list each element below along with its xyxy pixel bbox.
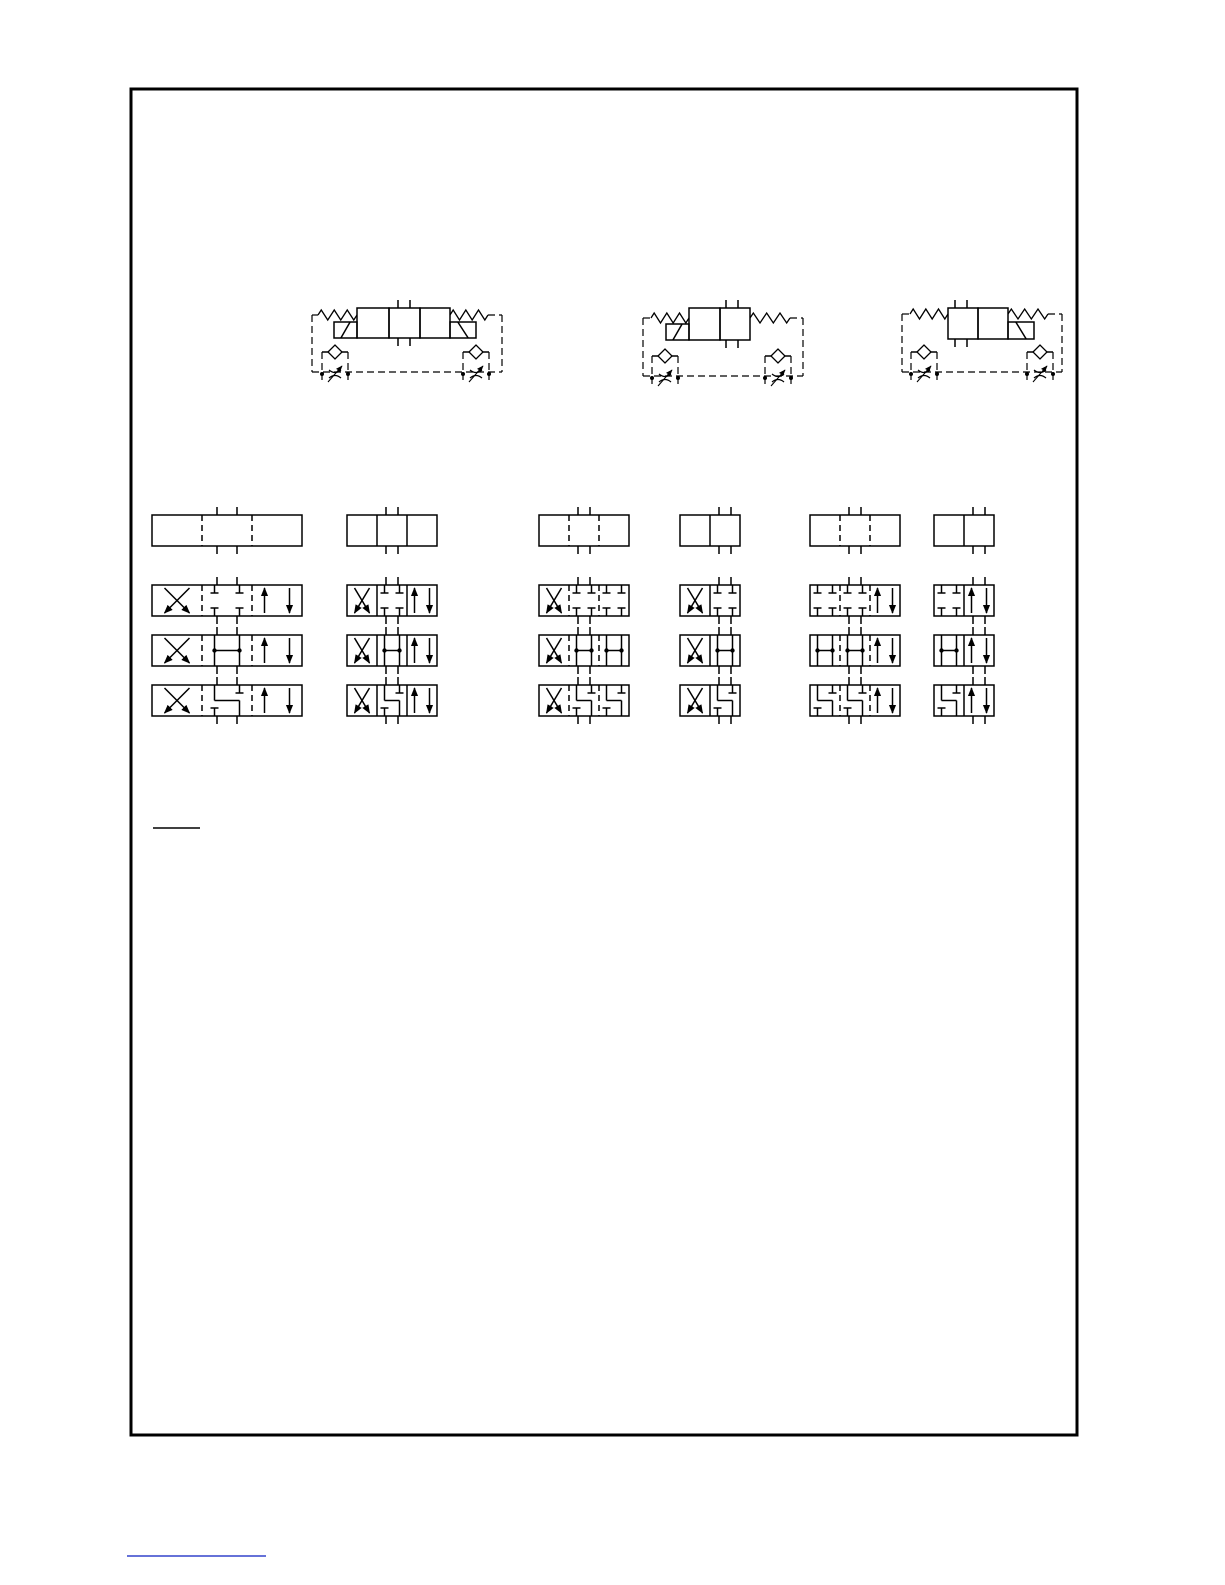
junction-dot (1025, 372, 1029, 376)
junction-dot (237, 648, 241, 652)
junction-dot (763, 376, 767, 380)
solenoid-coil (458, 322, 468, 338)
solenoid-coil (1016, 322, 1026, 339)
throttle-adjust-arrow (658, 370, 672, 386)
group-3pos-narrow (347, 507, 437, 724)
spring-left (910, 309, 948, 319)
spool-outline-row (347, 507, 437, 554)
solenoid-right (1008, 322, 1034, 339)
check-throttle-left (320, 345, 350, 382)
junction-dot (789, 376, 793, 380)
valve-position (948, 308, 978, 339)
spring-left (318, 310, 357, 320)
spool-variant-row (934, 577, 994, 624)
check-throttle-right (763, 349, 793, 386)
spool-outline-row (934, 507, 994, 554)
junction-dot (320, 372, 324, 376)
junction-dot (815, 648, 819, 652)
check-throttle-left (650, 349, 680, 386)
check-throttle-right (461, 345, 491, 382)
valve-body (152, 515, 302, 546)
solenoid-right (450, 322, 476, 338)
valve-body (810, 585, 900, 616)
junction-dot (935, 372, 939, 376)
valve-position (720, 308, 750, 340)
actuator-three-position-double-solenoid (312, 300, 502, 382)
spool-variant-row (152, 577, 302, 624)
junction-dot (589, 648, 593, 652)
junction-dot (715, 648, 719, 652)
solenoid-coil (341, 322, 350, 338)
spool-variant-row (347, 627, 437, 674)
spool-outline-row (539, 507, 629, 554)
valve-position (420, 308, 450, 338)
spool-variant-row (152, 677, 302, 724)
spool-symbol-grid (152, 507, 994, 724)
junction-dot (650, 376, 654, 380)
junction-dot (1051, 372, 1055, 376)
valve-body (152, 585, 302, 616)
junction-dot (461, 372, 465, 376)
group-3pos-left-cross (539, 507, 629, 724)
check-valve (469, 345, 483, 359)
junction-dot (487, 372, 491, 376)
spool-variant-row (810, 627, 900, 674)
spring-right (450, 310, 488, 320)
solenoid-left (666, 324, 689, 340)
spring-left (651, 313, 689, 323)
valve-position (389, 308, 420, 338)
spool-outline-row (152, 507, 302, 554)
check-valve (771, 349, 785, 363)
drawing-border (131, 89, 1077, 1435)
group-3pos-right-parallel (810, 507, 900, 724)
valve-body (347, 515, 437, 546)
valve-body (810, 515, 900, 546)
solenoid-coil (673, 324, 682, 340)
spool-variant-row (680, 677, 740, 724)
actuator-symbol-row (312, 300, 1062, 386)
actuator-two-position-solenoid-left (643, 300, 803, 386)
spool-outline-row (810, 507, 900, 554)
valve-body (539, 515, 629, 546)
junction-dot (845, 648, 849, 652)
check-throttle-left (909, 345, 939, 382)
group-2pos-right-parallel (934, 507, 994, 724)
throttle-adjust-arrow (771, 370, 785, 386)
actuator-two-position-solenoid-right (902, 300, 1062, 382)
check-throttle-right (1025, 345, 1055, 382)
spool-variant-row (539, 627, 629, 674)
junction-dot (397, 648, 401, 652)
junction-dot (730, 648, 734, 652)
check-valve (658, 349, 672, 363)
valve-position (357, 308, 389, 338)
valve-position (978, 308, 1008, 339)
spool-outline-row (680, 507, 740, 554)
spool-variant-row (347, 577, 437, 624)
valve-body (347, 585, 437, 616)
junction-dot (346, 372, 350, 376)
junction-dot (954, 648, 958, 652)
check-valve (1033, 345, 1047, 359)
group-3pos-wide (152, 507, 302, 724)
valve-body (539, 585, 629, 616)
junction-dot (830, 648, 834, 652)
junction-dot (574, 648, 578, 652)
throttle-adjust-arrow (328, 366, 342, 382)
spool-variant-row (152, 627, 302, 674)
spool-variant-row (539, 577, 629, 624)
solenoid-left (334, 322, 357, 338)
spring-right (1008, 309, 1048, 319)
spool-variant-row (934, 677, 994, 724)
check-valve (917, 345, 931, 359)
group-2pos-left-cross (680, 507, 740, 724)
spool-variant-row (680, 577, 740, 624)
throttle-adjust-arrow (469, 366, 483, 382)
check-valve (328, 345, 342, 359)
junction-dot (604, 648, 608, 652)
valve-position (689, 308, 720, 340)
spool-variant-row (680, 627, 740, 674)
throttle-adjust-arrow (917, 366, 931, 382)
spool-variant-row (539, 677, 629, 724)
spring-right (750, 313, 790, 323)
junction-dot (212, 648, 216, 652)
junction-dot (909, 372, 913, 376)
junction-dot (860, 648, 864, 652)
spool-variant-row (934, 627, 994, 674)
spool-variant-row (810, 677, 900, 724)
junction-dot (382, 648, 386, 652)
junction-dot (939, 648, 943, 652)
throttle-adjust-arrow (1033, 366, 1047, 382)
spool-variant-row (810, 577, 900, 624)
junction-dot (619, 648, 623, 652)
junction-dot (676, 376, 680, 380)
spool-variant-row (347, 677, 437, 724)
